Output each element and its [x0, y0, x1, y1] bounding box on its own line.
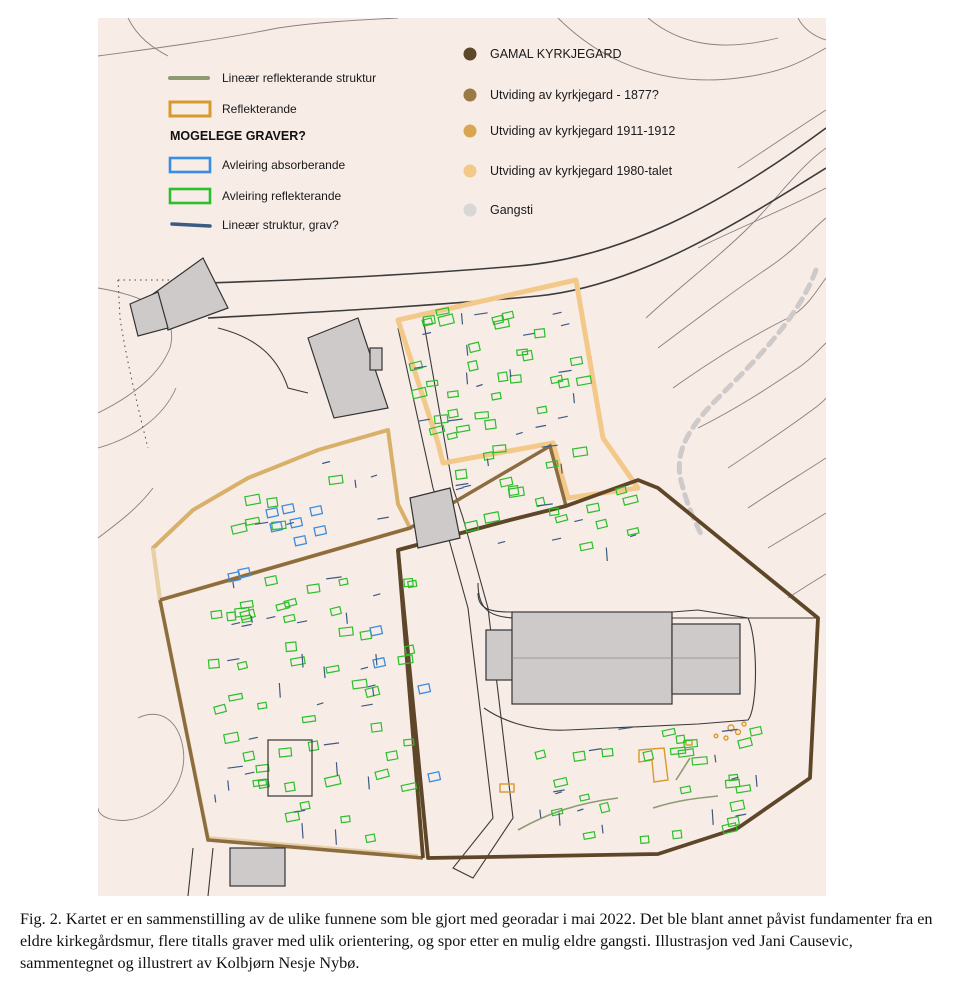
- grave-linear: [368, 777, 369, 790]
- grave-linear: [233, 582, 234, 588]
- grave-absorbing: [314, 526, 326, 536]
- legend-rect-swatch: [170, 189, 210, 203]
- grave-reflecting: [509, 486, 519, 496]
- grave-linear: [361, 667, 368, 669]
- grave-reflecting: [498, 372, 508, 382]
- grave-absorbing: [370, 626, 382, 636]
- grave-linear: [228, 766, 243, 768]
- grave-reflecting: [371, 723, 382, 732]
- grave-absorbing: [266, 508, 278, 518]
- grave-linear: [553, 312, 562, 314]
- grave-linear: [467, 373, 468, 385]
- legend-label: Avleiring reflekterande: [222, 189, 342, 203]
- grave-linear: [335, 830, 336, 845]
- grave-linear: [376, 654, 377, 665]
- grave-reflecting: [339, 578, 348, 585]
- grave-reflecting: [302, 716, 315, 723]
- legend-label: Gangsti: [490, 203, 534, 217]
- grave-reflecting: [227, 612, 236, 621]
- grave-linear: [297, 621, 307, 623]
- buildings: [130, 258, 740, 886]
- legend-label: Reflekterande: [222, 102, 297, 116]
- grave-reflecting: [623, 495, 638, 505]
- grave-reflecting: [643, 751, 653, 761]
- grave-reflecting: [640, 836, 649, 844]
- grave-linear: [317, 703, 324, 705]
- grave-reflecting: [325, 775, 341, 787]
- grave-reflecting: [231, 523, 247, 534]
- grave-reflecting: [267, 498, 278, 508]
- grave-linear: [536, 425, 546, 427]
- map-panel: [98, 18, 826, 896]
- legend-label: Lineær struktur, grav?: [222, 218, 339, 232]
- gangsti-path: [679, 270, 816, 538]
- graves-reflecting: [208, 308, 762, 844]
- grave-linear: [561, 324, 569, 326]
- legend-dot: [464, 165, 477, 178]
- grave-reflecting: [211, 610, 222, 618]
- grave-reflecting: [587, 503, 600, 513]
- legend-label: GAMAL KYRKJEGARD: [490, 47, 622, 61]
- grave-linear: [326, 577, 341, 579]
- grave-linear: [552, 538, 561, 540]
- grave-linear: [573, 393, 574, 403]
- grave-linear: [228, 781, 229, 791]
- graves-linear: [215, 312, 757, 845]
- grave-linear: [456, 488, 463, 490]
- grave-linear: [448, 419, 463, 421]
- grave-linear: [558, 416, 568, 418]
- extension-1911-1912: [153, 430, 410, 600]
- grave-linear: [355, 480, 356, 488]
- grave-linear: [346, 613, 347, 624]
- grave-reflecting: [448, 391, 459, 398]
- grave-reflecting: [750, 727, 762, 736]
- grave-linear: [371, 475, 377, 477]
- grave-linear: [476, 385, 482, 387]
- grave-linear: [242, 624, 252, 626]
- grave-reflecting: [352, 679, 367, 689]
- grave-reflecting: [535, 750, 546, 759]
- grave-absorbing: [294, 536, 306, 546]
- grave-reflecting: [680, 786, 691, 794]
- grave-reflecting: [491, 392, 501, 400]
- grave-reflecting: [596, 519, 607, 528]
- grave-reflecting: [469, 342, 481, 352]
- grave-absorbing: [310, 506, 322, 516]
- grave-linear: [553, 790, 565, 792]
- grave-reflecting: [243, 751, 255, 761]
- grave-linear: [559, 370, 572, 372]
- grave-reflecting: [727, 817, 739, 827]
- cemetery-map: [98, 18, 826, 896]
- grave-linear: [516, 432, 523, 434]
- grave-linear: [302, 654, 303, 668]
- grave-linear: [336, 762, 337, 775]
- grave-reflecting: [375, 769, 389, 779]
- grave-reflecting: [360, 631, 372, 640]
- grave-reflecting: [245, 494, 261, 505]
- legend-heading: MOGELEGE GRAVER?: [170, 129, 306, 143]
- grave-linear: [574, 520, 583, 522]
- grave-reflecting: [285, 811, 299, 822]
- grave-reflecting: [502, 311, 513, 320]
- legend-dot: [464, 204, 477, 217]
- grave-reflecting: [284, 614, 296, 622]
- legend-label: Lineær reflekterande struktur: [222, 71, 377, 85]
- legend-left: [170, 71, 376, 232]
- grave-linear: [589, 749, 602, 751]
- grave-linear: [474, 313, 487, 315]
- grave-reflecting: [339, 627, 353, 636]
- grave-linear: [373, 594, 380, 596]
- grave-reflecting: [438, 314, 454, 326]
- grave-linear: [462, 485, 471, 487]
- grave-linear: [467, 345, 468, 356]
- grave-reflecting: [258, 702, 267, 709]
- legend-dot: [464, 89, 477, 102]
- grave-reflecting: [447, 432, 457, 439]
- grave-reflecting: [558, 379, 569, 388]
- grave-linear: [245, 772, 255, 774]
- grave-reflecting: [279, 748, 292, 757]
- grave-reflecting: [214, 704, 227, 714]
- grave-reflecting: [329, 475, 343, 484]
- grave-reflecting: [455, 469, 467, 479]
- grave-reflecting: [576, 376, 591, 386]
- grave-reflecting: [265, 576, 278, 586]
- grave-linear: [377, 517, 388, 519]
- grave-linear: [322, 462, 330, 464]
- legend-line-swatch: [172, 224, 210, 226]
- grave-absorbing: [282, 504, 294, 514]
- grave-reflecting: [500, 477, 513, 487]
- grave-reflecting: [286, 642, 297, 652]
- grave-reflecting: [573, 751, 585, 761]
- grave-reflecting: [456, 425, 469, 432]
- legend-right: [464, 47, 676, 217]
- grave-reflecting: [300, 801, 310, 810]
- grave-reflecting: [583, 832, 595, 840]
- grave-reflecting: [600, 803, 610, 813]
- grave-absorbing: [418, 684, 430, 694]
- grave-linear: [423, 333, 432, 335]
- legend-label: Utviding av kyrkjegard - 1877?: [490, 88, 659, 102]
- legend-rect-swatch: [170, 158, 210, 172]
- grave-linear: [324, 743, 339, 745]
- grave-reflecting: [692, 757, 707, 765]
- grave-linear: [462, 313, 463, 324]
- grave-reflecting: [537, 406, 547, 413]
- grave-linear: [577, 809, 583, 811]
- grave-reflecting: [602, 749, 613, 757]
- grave-linear: [736, 814, 747, 816]
- grave-reflecting: [240, 609, 255, 620]
- grave-reflecting: [580, 794, 590, 801]
- grave-absorbing: [373, 658, 385, 668]
- figure-caption: Fig. 2. Kartet er en sammenstilling av de ulike funnene som ble gjort med georadar i mai 2022. Det ble blant annet påvist fundamenter fra en eldre kirkegårdsmur, flere titalls graver med ulik orientering, og spor etter en mulig eldre gangsti. Illustrasjon ved Jani Causevic, sammentegnet og illustrert av Kolbjørn Nesje Nybø.: [20, 910, 933, 972]
- grave-linear: [523, 333, 534, 335]
- grave-reflecting: [308, 741, 318, 751]
- grave-reflecting: [551, 375, 563, 383]
- grave-linear: [456, 484, 469, 486]
- grave-reflecting: [386, 751, 398, 761]
- grave-reflecting: [326, 665, 339, 673]
- grave-linear: [756, 775, 757, 787]
- legend-label: Utviding av kyrkjegard 1911-1912: [490, 124, 676, 138]
- grave-linear: [498, 541, 505, 543]
- grave-linear: [712, 809, 713, 825]
- grave-reflecting: [448, 409, 458, 418]
- grave-linear: [373, 688, 374, 697]
- grave-reflecting: [573, 447, 588, 457]
- grave-linear: [602, 825, 603, 834]
- grave-reflecting: [485, 419, 496, 429]
- grave-reflecting: [534, 329, 545, 338]
- legend-rect-swatch: [170, 102, 210, 116]
- grave-absorbing: [428, 772, 440, 782]
- legend-dot: [464, 48, 477, 61]
- grave-linear: [215, 795, 216, 803]
- grave-reflecting: [401, 783, 416, 792]
- grave-linear: [249, 737, 258, 739]
- grave-reflecting: [662, 728, 675, 736]
- grave-linear: [715, 755, 716, 763]
- grave-reflecting: [554, 778, 568, 788]
- grave-reflecting: [484, 512, 500, 523]
- grave-reflecting: [256, 764, 269, 772]
- grave-linear: [606, 548, 607, 562]
- legend-label: Utviding av kyrkjegard 1980-talet: [490, 164, 673, 178]
- grave-reflecting: [738, 738, 753, 749]
- grave-reflecting: [627, 528, 639, 536]
- grave-linear: [555, 792, 562, 794]
- grave-reflecting: [208, 659, 219, 668]
- grave-reflecting: [676, 735, 685, 743]
- grave-reflecting: [366, 834, 376, 842]
- grave-reflecting: [229, 693, 243, 701]
- path-outlines: [188, 318, 818, 896]
- grave-linear: [232, 623, 241, 625]
- linear-reflecting: [518, 758, 718, 830]
- grave-reflecting: [475, 412, 489, 419]
- grave-reflecting: [427, 380, 438, 386]
- grave-reflecting: [341, 816, 350, 823]
- grave-reflecting: [465, 521, 479, 532]
- grave-linear: [279, 683, 280, 698]
- grave-linear: [324, 666, 325, 678]
- grave-reflecting: [580, 542, 593, 551]
- grave-reflecting: [330, 607, 341, 616]
- grave-reflecting: [237, 661, 247, 669]
- grave-linear: [540, 810, 541, 818]
- grave-reflecting: [510, 375, 521, 383]
- grave-linear: [361, 704, 372, 706]
- grave-linear: [227, 659, 239, 661]
- grave-reflecting: [672, 830, 681, 838]
- grave-reflecting: [307, 584, 320, 593]
- old-churchyard-inner: [398, 550, 423, 858]
- legend-label: Avleiring absorberande: [222, 158, 346, 172]
- grave-linear: [266, 617, 275, 619]
- grave-reflecting: [224, 732, 239, 743]
- grave-reflecting: [285, 782, 295, 792]
- grave-reflecting: [730, 800, 745, 811]
- grave-reflecting: [555, 515, 567, 523]
- grave-reflecting: [570, 357, 582, 366]
- grave-reflecting: [468, 361, 478, 371]
- grave-reflecting: [736, 785, 751, 793]
- legend-dot: [464, 125, 477, 138]
- grave-linear: [302, 823, 303, 838]
